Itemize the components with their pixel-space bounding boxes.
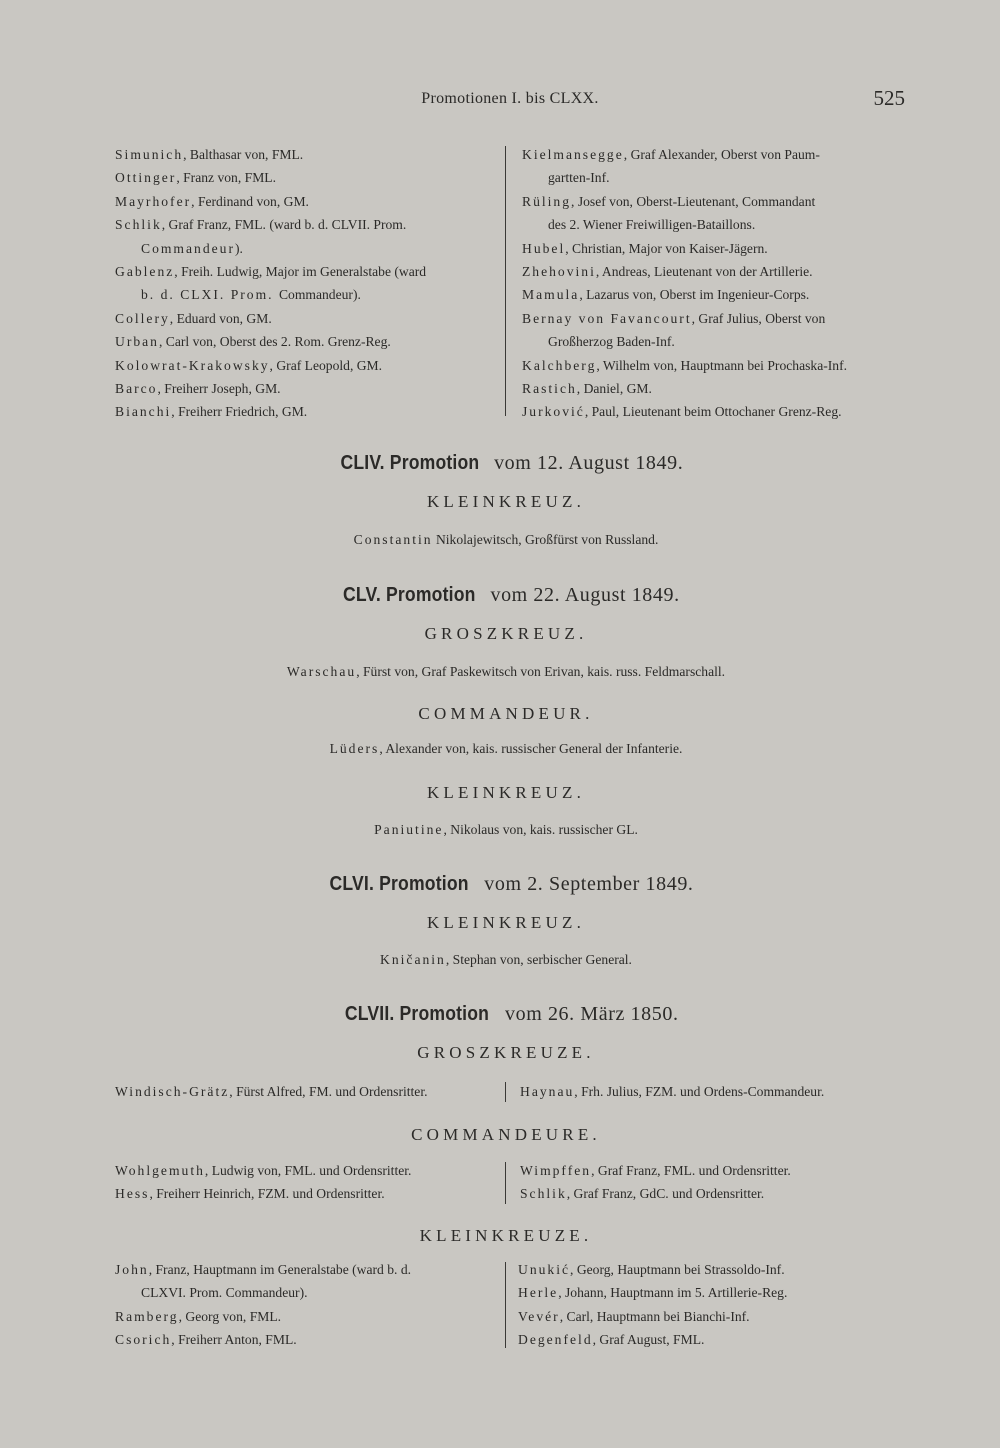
entry-name: Kolowrat-Krakowsky (115, 357, 270, 373)
entry-text: , Ludwig von, FML. und Ordensritter. (204, 1163, 412, 1178)
entry-text: , Johann, Hauptmann im 5. Artillerie-Reg. (558, 1285, 788, 1301)
entry-text: , Lazarus von, Oberst im Ingenieur-Corps. (579, 287, 810, 303)
entry-name: Degenfeld (518, 1332, 593, 1348)
list-entry (522, 213, 847, 236)
entry-name: Haynau (520, 1084, 575, 1099)
entry-text: , Franz von, FML. (176, 170, 276, 186)
subhead-kleinkreuze: KLEINKREUZE. (419, 1226, 593, 1245)
entry-name: Paniutine (374, 822, 444, 837)
column-divider (505, 146, 506, 416)
entry-text: CLXVI. Prom. Commandeur). (141, 1285, 308, 1301)
entry-text: , Freiherr Joseph, GM. (157, 381, 281, 397)
entry-text: , Andreas, Lieutenant von der Artillerie. (595, 264, 813, 280)
promotion-date: vom 22. August 1849. (484, 584, 680, 606)
subhead-kleinkreuz: KLEINKREUZ. (426, 492, 586, 511)
section-heading-clvii (0, 1003, 1000, 1026)
entry-text: , Franz, Hauptmann im Generalstabe (ward b. d. (148, 1262, 412, 1277)
entry-text: Großherzog Baden-Inf. (548, 334, 675, 350)
subhead-kleinkreuz: KLEINKREUZ. (426, 783, 586, 802)
promotion-number: CLVI. Promotion (329, 873, 470, 895)
entry-line-right (520, 1084, 824, 1100)
list-entry (115, 1182, 411, 1205)
subhead-groszkreuze: GROSZKREUZE. (417, 1043, 595, 1062)
entry-text: , Carl, Hauptmann bei Bianchi-Inf. (559, 1308, 750, 1324)
list-entry (115, 166, 426, 189)
running-head (0, 86, 1000, 114)
list-entry (115, 1328, 411, 1351)
subhead-groszkreuz: GROSZKREUZ. (424, 624, 588, 643)
list-entry (115, 1258, 411, 1281)
list-entry (115, 307, 426, 330)
list-entry (115, 190, 426, 213)
list-entry (115, 1159, 411, 1182)
section-heading-clv (0, 584, 1000, 607)
list-entry (115, 143, 426, 166)
entry-name: Csorich (115, 1332, 172, 1348)
entry-text: , Fürst Alfred, FM. und Ordensritter. (229, 1084, 428, 1099)
list-entry (518, 1258, 787, 1281)
entry-name: Simunich (115, 147, 184, 162)
entry-name: Mamula (522, 287, 580, 303)
entry-text: , Graf Franz, GdC. und Ordensritter. (566, 1186, 765, 1202)
entry-name: Collery (115, 310, 170, 326)
entry-text: ). (235, 240, 243, 256)
list-entry (522, 260, 847, 283)
entry-line (0, 664, 1000, 680)
entry-text: Nikolajewitsch, Großfürst von Russland. (432, 532, 659, 547)
column-divider (505, 1162, 506, 1204)
subhead-commandeur: COMMANDEUR. (418, 704, 594, 723)
entry-text: , Fürst von, Graf Paskewitsch von Erivan, kais. russ. Feldmarschall. (356, 664, 726, 679)
entry-name: Bernay von Favancourt (522, 310, 692, 326)
entry-name: Kničanin (380, 952, 446, 967)
list-entry (115, 330, 426, 353)
entry-text: , Graf Franz, FML. und Ordensritter. (591, 1163, 791, 1178)
list-entry (115, 283, 426, 306)
promotion-number: CLIV. Promotion (340, 452, 480, 474)
running-title: Promotionen I. bis CLXX. (421, 90, 599, 107)
section-heading-cliv (0, 452, 1000, 475)
kleinkreuze-left-column (115, 1258, 411, 1352)
entry-name: Rüling (522, 193, 572, 209)
entry-name: Urban (115, 334, 159, 350)
entry-line-left (115, 1084, 428, 1100)
entry-text: , Carl von, Oberst des 2. Rom. Grenz-Reg. (158, 334, 391, 350)
entry-name: Unukić (518, 1262, 571, 1277)
entry-text: , Georg, Hauptmann bei Strassoldo-Inf. (570, 1262, 785, 1277)
entry-text: , Freiherr Friedrich, GM. (171, 404, 308, 420)
entry-text: , Frh. Julius, FZM. und Ordens-Commandeur. (574, 1084, 825, 1099)
entry-text: , Christian, Major von Kaiser-Jägern. (565, 240, 768, 256)
list-entry (522, 190, 847, 213)
entry-name: Barco (115, 381, 158, 397)
entry-text: , Graf Alexander, Oberst von Paum- (623, 147, 820, 162)
entry-name: Wimpffen (520, 1163, 592, 1178)
entry-name: Hess (115, 1186, 150, 1202)
list-entry (115, 237, 426, 260)
entry-text: , Alexander von, kais. russischer General der Infanterie. (379, 741, 683, 756)
list-entry (115, 1305, 411, 1328)
entry-name: Kielmansegge (522, 147, 624, 162)
entry-text: , Graf August, FML. (592, 1332, 705, 1348)
entry-line (0, 952, 1000, 968)
entry-text: , Wilhelm von, Hauptmann bei Prochaska-Inf. (596, 357, 848, 373)
promotion-number: CLV. Promotion (343, 584, 476, 606)
entry-text: , Freiherr Heinrich, FZM. und Ordensritter. (149, 1186, 385, 1202)
list-entry (520, 1182, 791, 1205)
list-entry (115, 354, 426, 377)
entry-name: Vevér (518, 1308, 560, 1324)
entry-line (0, 532, 1000, 548)
list-entry (522, 400, 847, 423)
subhead-kleinkreuz: KLEINKREUZ. (426, 913, 586, 932)
entry-text: , Nikolaus von, kais. russischer GL. (443, 822, 638, 837)
entry-name: Ottinger (115, 170, 177, 186)
list-entry (115, 377, 426, 400)
list-entry (522, 166, 847, 189)
entry-text: , Graf Franz, FML. (ward b. d. CLVII. Prom. (161, 217, 407, 233)
entry-name: John (115, 1262, 149, 1277)
entry-name: Lüders (329, 741, 380, 756)
entry-name: Schlik (115, 217, 162, 233)
entry-text: , Daniel, GM. (576, 381, 652, 397)
entry-name: Constantin (353, 532, 433, 547)
entry-text: , Paul, Lieutenant beim Ottochaner Grenz-Reg. (584, 404, 842, 420)
list-entry (518, 1281, 787, 1304)
entry-line (0, 822, 1000, 838)
entry-name: Ramberg (115, 1308, 179, 1324)
commandeure-left-column (115, 1159, 411, 1206)
entry-name: Wohlgemuth (115, 1163, 205, 1178)
entry-name: Warschau (286, 664, 357, 679)
entry-text: , Balthasar von, FML. (183, 147, 304, 162)
list-entry (115, 1281, 411, 1304)
top-right-column (522, 143, 847, 424)
entry-name: Gablenz (115, 264, 175, 280)
promotion-date: vom 26. März 1850. (499, 1003, 679, 1025)
entry-text: , Ferdinand von, GM. (191, 193, 309, 209)
list-entry (115, 260, 426, 283)
list-entry (522, 377, 847, 400)
top-left-column (115, 143, 426, 424)
entry-name: Rastich (522, 381, 577, 397)
entry-text: , Graf Julius, Oberst von (691, 310, 826, 326)
list-entry (522, 330, 847, 353)
entry-line (0, 741, 1000, 757)
list-entry (518, 1305, 787, 1328)
list-entry (115, 213, 426, 236)
list-entry (115, 400, 426, 423)
entry-text: gartten-Inf. (548, 170, 610, 186)
promotion-date: vom 12. August 1849. (488, 452, 684, 474)
page-number: 525 (873, 86, 905, 110)
list-entry (522, 307, 847, 330)
entry-text: , Freiherr Anton, FML. (171, 1332, 297, 1348)
entry-name: Hubel (522, 240, 566, 256)
list-entry (522, 354, 847, 377)
commandeure-right-column (520, 1159, 791, 1206)
entry-name: Commandeur (141, 240, 235, 256)
promotion-date: vom 2. September 1849. (478, 873, 694, 895)
entry-text: , Freih. Ludwig, Major im Generalstabe (ward (174, 264, 427, 280)
subhead-commandeure: COMMANDEURE. (411, 1125, 601, 1144)
column-divider (505, 1262, 506, 1348)
entry-name: Jurković (522, 404, 585, 420)
list-entry (518, 1328, 787, 1351)
column-divider (505, 1082, 506, 1102)
section-heading-clvi (0, 873, 1000, 896)
entry-text: , Stephan von, serbischer General. (445, 952, 632, 967)
entry-name: Windisch-Grätz (115, 1084, 230, 1099)
list-entry (522, 283, 847, 306)
entry-name: Kalchberg (522, 357, 597, 373)
kleinkreuze-right-column (518, 1258, 787, 1352)
promotion-number: CLVII. Promotion (345, 1003, 490, 1025)
entry-name: Bianchi (115, 404, 172, 420)
list-entry (522, 237, 847, 260)
list-entry (522, 143, 847, 166)
list-entry (520, 1159, 791, 1182)
entry-text: Commandeur). (278, 287, 361, 303)
entry-text: des 2. Wiener Freiwilligen-Bataillons. (548, 217, 756, 233)
entry-text: , Eduard von, GM. (169, 310, 272, 326)
entry-text: , Josef von, Oberst-Lieutenant, Commandant (571, 193, 816, 209)
entry-name: Zhehovini (522, 264, 596, 280)
entry-text: , Graf Leopold, GM. (269, 357, 383, 373)
entry-name: Schlik (520, 1186, 567, 1202)
entry-text: , Georg von, FML. (178, 1308, 282, 1324)
entry-name: Mayrhofer (115, 193, 192, 209)
entry-name: b. d. CLXI. Prom. (141, 287, 279, 303)
entry-name: Herle (518, 1285, 559, 1301)
